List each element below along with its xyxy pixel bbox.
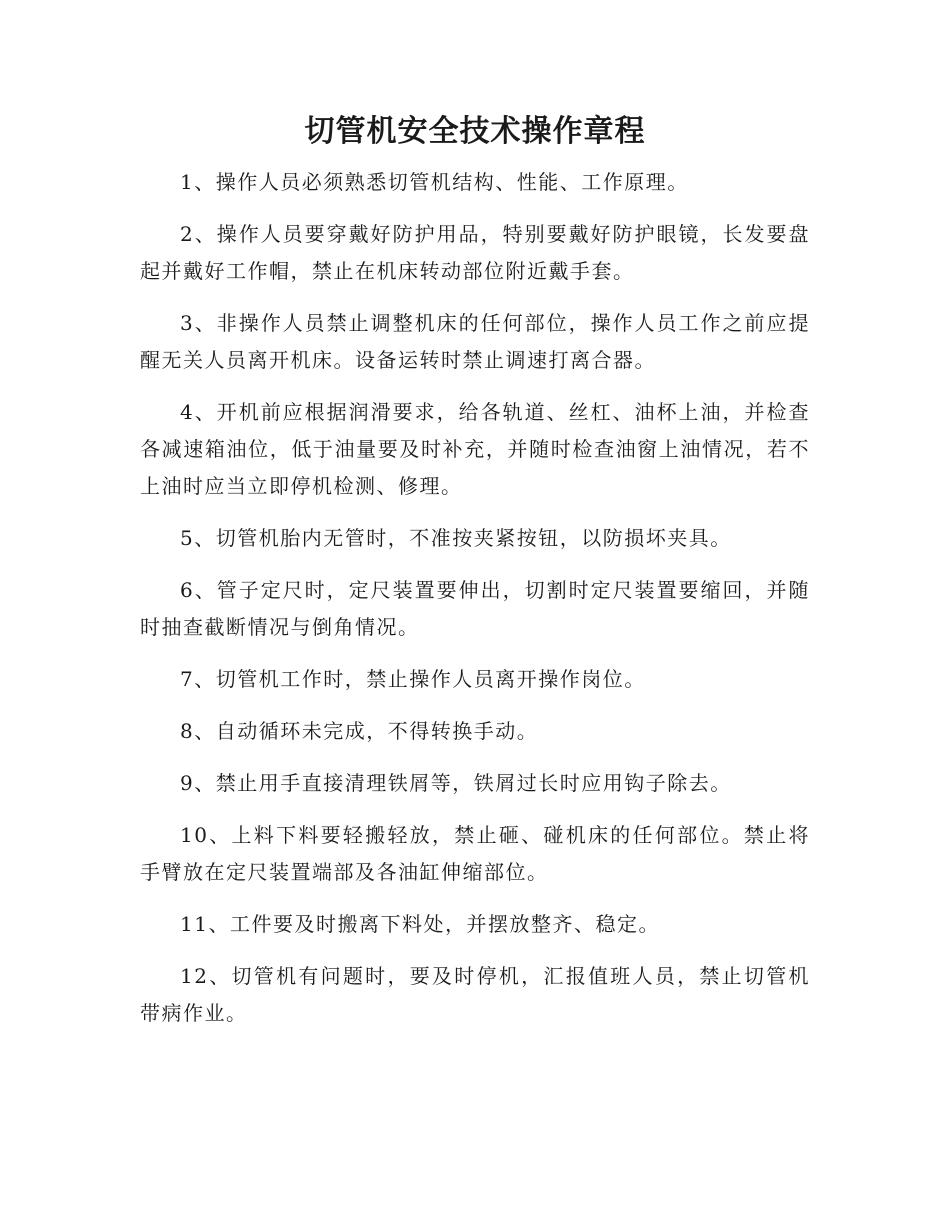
rule-paragraph-3: 3、非操作人员禁止调整机床的任何部位，操作人员工作之前应提醒无关人员离开机床。设备运转时禁止调速打离合器。 xyxy=(140,311,810,372)
rule-paragraph-7: 7、切管机工作时，禁止操作人员离开操作岗位。 xyxy=(180,667,646,691)
rule-paragraph-12: 12、切管机有问题时，要及时停机，汇报值班人员，禁止切管机带病作业。 xyxy=(140,964,810,1025)
rule-paragraph-6: 6、管子定尺时，定尺装置要伸出，切割时定尺装置要缩回，并随时抽查截断情况与倒角情况。 xyxy=(140,578,810,639)
rule-paragraph-1: 1、操作人员必须熟悉切管机结构、性能、工作原理。 xyxy=(180,170,689,194)
document-title: 切管机安全技术操作章程 xyxy=(304,114,646,149)
rule-paragraph-8: 8、自动循环未完成，不得转换手动。 xyxy=(180,719,539,743)
rule-paragraph-2: 2、操作人员要穿戴好防护用品，特别要戴好防护眼镜，长发要盘起并戴好工作帽，禁止在机床转动部位附近戴手套。 xyxy=(140,222,810,283)
rule-paragraph-5: 5、切管机胎内无管时，不准按夹紧按钮，以防损坏夹具。 xyxy=(180,526,732,550)
rule-paragraph-9: 9、禁止用手直接清理铁屑等，铁屑过长时应用钩子除去。 xyxy=(180,771,732,795)
rule-paragraph-4: 4、开机前应根据润滑要求，给各轨道、丝杠、油杯上油，并检查各减速箱油位，低于油量要及时补充，并随时检查油窗上油情况，若不上油时应当立即停机检测、修理。 xyxy=(140,400,810,498)
document-body xyxy=(140,164,810,1032)
rule-paragraph-10: 10、上料下料要轻搬轻放，禁止砸、碰机床的任何部位。禁止将手臂放在定尺装置端部及各油缸伸缩部位。 xyxy=(140,823,810,884)
rule-paragraph-11: 11、工件要及时搬离下料处，并摆放整齐、稳定。 xyxy=(180,912,660,936)
